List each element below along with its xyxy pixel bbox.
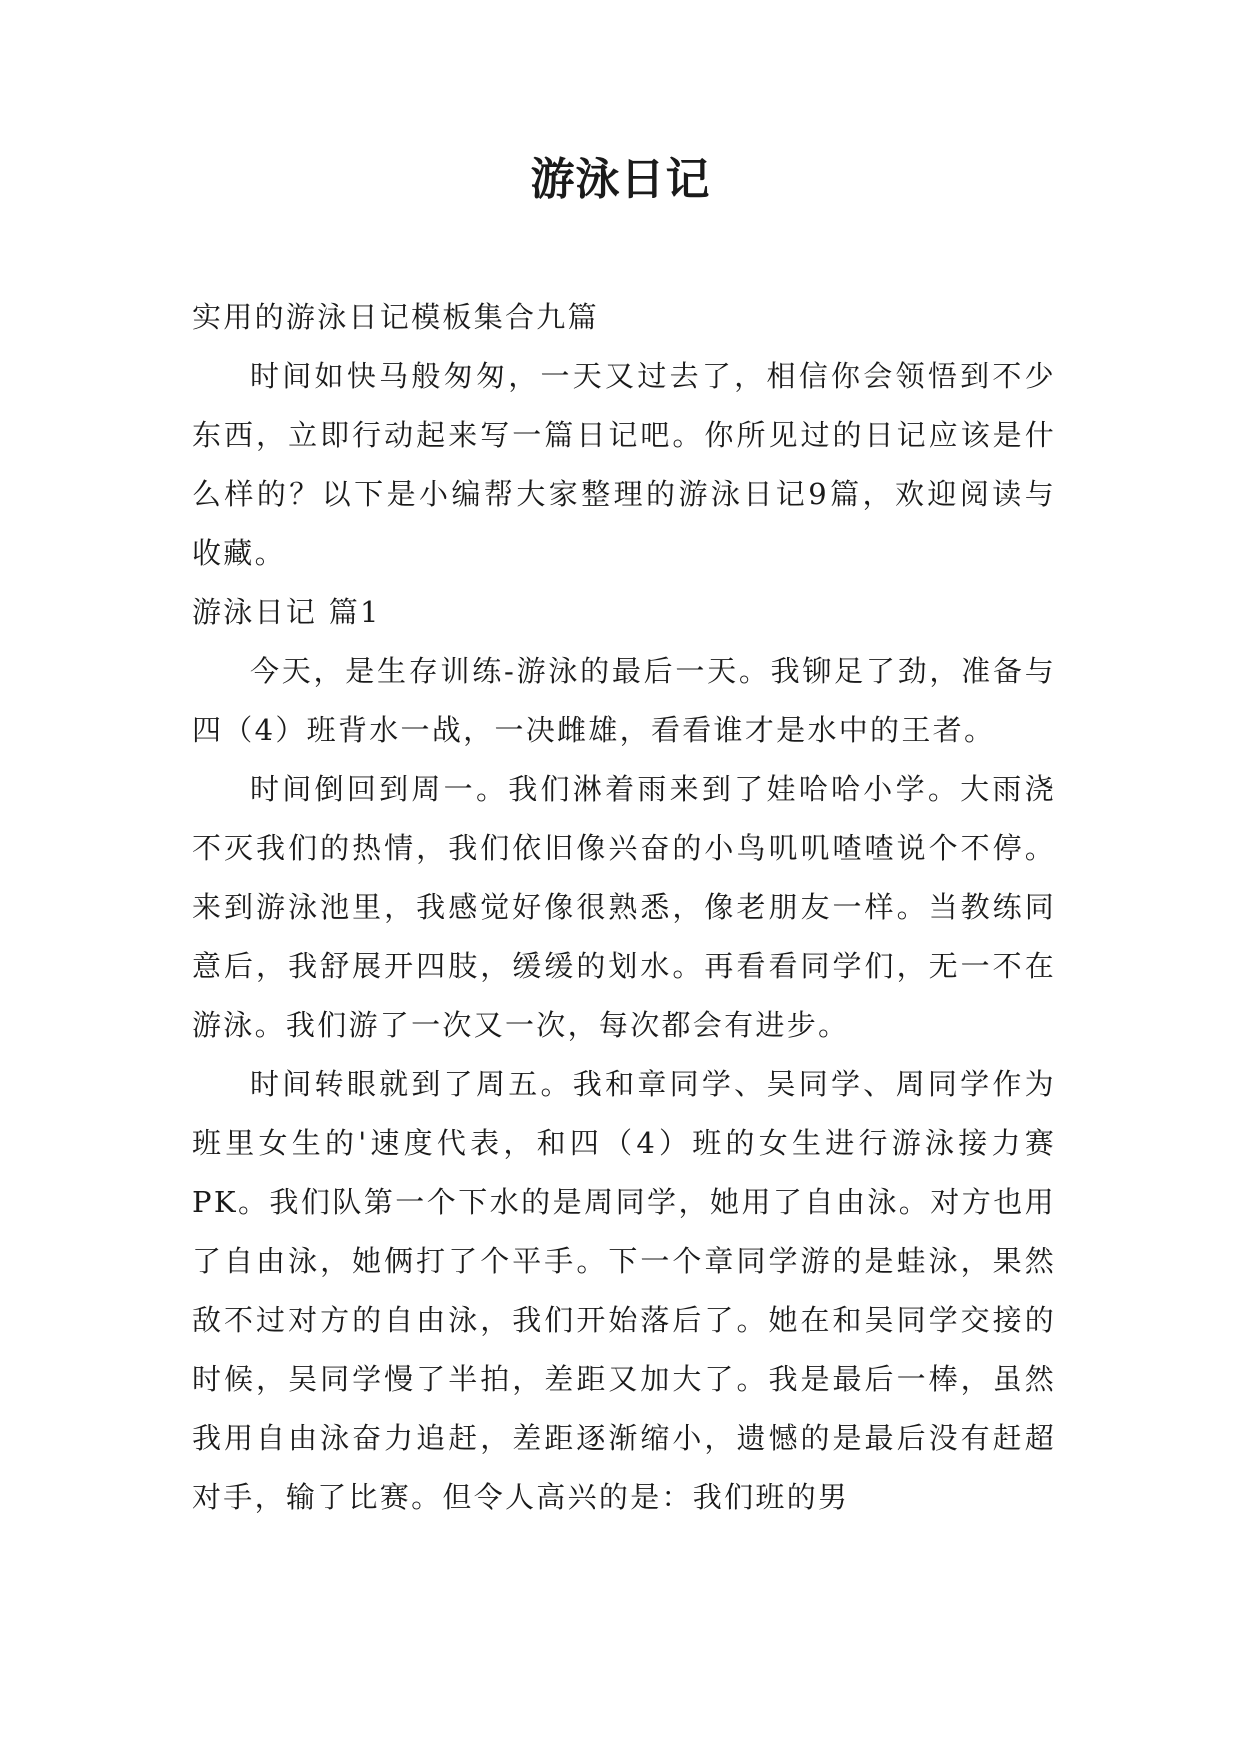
body-paragraph: 时间倒回到周一。我们淋着雨来到了娃哈哈小学。大雨浇不灭我们的热情，我们依旧像兴奋的小鸟叽叽喳喳说个不停。来到游泳池里，我感觉好像很熟悉，像老朋友一样。当教练同意后，我舒展开四肢，缓缓的划水。再看看同学们，无一不在游泳。我们游了一次又一次，每次都会有进步。 bbox=[192, 772, 1056, 1042]
section-heading: 游泳日记 篇1 bbox=[192, 595, 381, 629]
document-body bbox=[192, 288, 1056, 1527]
body-paragraph: 时间转眼就到了周五。我和章同学、吴同学、周同学作为班里女生的'速度代表，和四（4）班的女生进行游泳接力赛PK。我们队第一个下水的是周同学，她用了自由泳。对方也用了自由泳，她俩打了个平手。下一个章同学游的是蛙泳，果然敌不过对方的自由泳，我们开始落后了。她在和吴同学交接的时候，吴同学慢了半拍，差距又加大了。我是最后一棒，虽然我用自由泳奋力追赶，差距逐渐缩小，遗憾的是最后没有赶超对手，输了比赛。但令人高兴的是：我们班的男 bbox=[192, 1067, 1056, 1514]
document-title: 游泳日记 bbox=[530, 154, 711, 205]
intro-paragraph: 时间如快马般匆匆，一天又过去了，相信你会领悟到不少东西，立即行动起来写一篇日记吧。你所见过的日记应该是什么样的？以下是小编帮大家整理的游泳日记9篇，欢迎阅读与收藏。 bbox=[192, 359, 1056, 570]
body-paragraph: 今天，是生存训练-游泳的最后一天。我铆足了劲，准备与四（4）班背水一战，一决雌雄，看看谁才是水中的王者。 bbox=[192, 654, 1056, 747]
document-subtitle: 实用的游泳日记模板集合九篇 bbox=[192, 300, 599, 334]
